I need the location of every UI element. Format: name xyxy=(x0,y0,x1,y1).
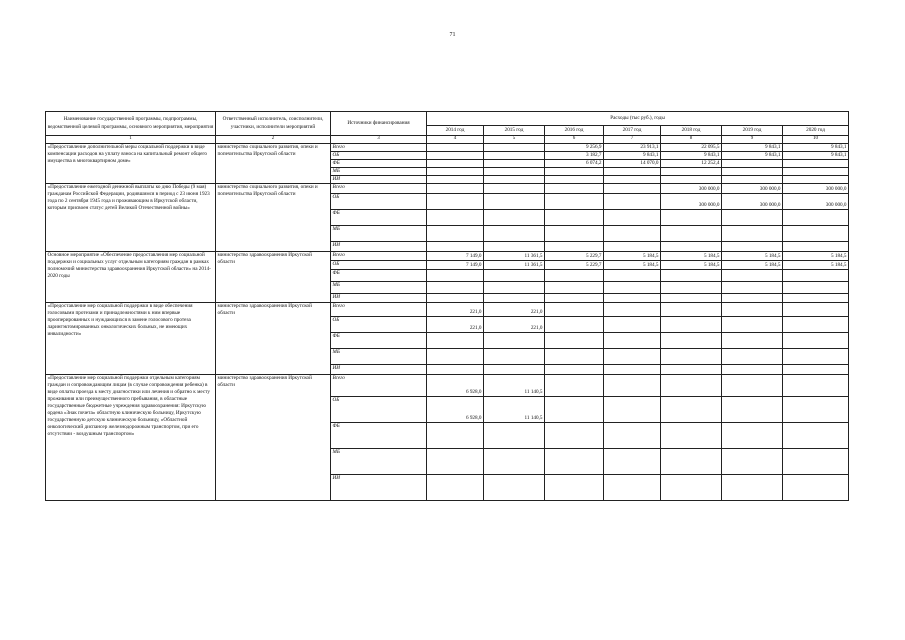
expense-value xyxy=(545,422,604,448)
expense-value xyxy=(427,448,484,474)
expense-value: 5 184,5 xyxy=(722,260,783,269)
expense-value xyxy=(783,332,849,348)
expense-value xyxy=(722,448,783,474)
expense-value: 6 074,2 xyxy=(545,159,604,167)
expense-value xyxy=(427,293,484,302)
expense-value xyxy=(722,474,783,500)
column-number: 1 xyxy=(46,136,216,144)
expense-value: 23 913,1 xyxy=(604,143,661,151)
expense-value xyxy=(783,209,849,225)
expense-value xyxy=(783,474,849,500)
expense-value xyxy=(484,183,545,193)
expense-value xyxy=(661,269,722,281)
expense-value xyxy=(484,422,545,448)
expense-value xyxy=(661,241,722,251)
expense-value xyxy=(484,269,545,281)
expense-value xyxy=(427,175,484,183)
funding-source: МБ xyxy=(331,281,427,293)
expense-value xyxy=(661,167,722,175)
expense-value xyxy=(545,302,604,316)
expense-value xyxy=(545,175,604,183)
header-name: Наименование государственной программы, подпрограммы, ведомственной целевой программы, основного мероприятия, мероприятия xyxy=(46,112,216,136)
expense-value xyxy=(545,348,604,364)
expense-value xyxy=(484,175,545,183)
measure-name: Основное мероприятие «Обеспечение предоставления мер социальной поддержки и социальных услуг отдельным категориям граждан в рамках полномочий министерства здравоохранения Иркутской области» на 2014-2020 годы xyxy=(46,251,216,302)
expense-value xyxy=(661,332,722,348)
expense-value xyxy=(604,209,661,225)
expense-value xyxy=(484,364,545,374)
expense-value xyxy=(604,374,661,396)
expense-value: 11 140,5 xyxy=(484,374,545,396)
expense-value xyxy=(545,293,604,302)
funding-source: ФБ xyxy=(331,159,427,167)
expense-value xyxy=(722,167,783,175)
expense-value: 9 843,1 xyxy=(783,143,849,151)
header-year: 2019 год xyxy=(722,126,783,136)
expense-value xyxy=(604,175,661,183)
expense-value xyxy=(427,422,484,448)
expense-value xyxy=(661,293,722,302)
expense-value xyxy=(604,448,661,474)
expense-value: 300 000,0 xyxy=(783,183,849,193)
measure-executor: министерство здравоохранения Иркутской области xyxy=(216,374,331,500)
expense-value: 3 182,7 xyxy=(545,151,604,159)
expense-value xyxy=(484,241,545,251)
expense-value xyxy=(545,225,604,241)
expense-value xyxy=(545,167,604,175)
expense-value: 7 149,0 xyxy=(427,260,484,269)
funding-source: Всего xyxy=(331,251,427,260)
expense-value xyxy=(783,348,849,364)
expense-value: 5 184,5 xyxy=(661,251,722,260)
funding-source: Всего xyxy=(331,374,427,396)
expense-value xyxy=(722,302,783,316)
expense-value xyxy=(427,143,484,151)
header-executor: Ответственный исполнитель, соисполнители, участники, исполнители мероприятий xyxy=(216,112,331,136)
expense-value xyxy=(427,474,484,500)
expense-value xyxy=(783,396,849,422)
funding-source: ОБ xyxy=(331,316,427,332)
funding-source: Всего xyxy=(331,302,427,316)
expense-value: 12 252,4 xyxy=(661,159,722,167)
expense-value xyxy=(722,316,783,332)
table-row xyxy=(46,374,849,396)
expense-value xyxy=(722,175,783,183)
header-expenses: Расходы (тыс руб.), годы xyxy=(427,112,849,126)
header-year: 2018 год xyxy=(661,126,722,136)
expense-value xyxy=(783,364,849,374)
expense-value: 5 184,5 xyxy=(661,260,722,269)
expense-value: 6 928,0 xyxy=(427,396,484,422)
expense-value xyxy=(427,167,484,175)
expense-value xyxy=(783,293,849,302)
expense-value xyxy=(783,241,849,251)
measure-executor: министерство здравоохранения Иркутской области xyxy=(216,251,331,302)
expense-value xyxy=(545,396,604,422)
header-year: 2016 год xyxy=(545,126,604,136)
column-number: 8 xyxy=(661,136,722,144)
expense-value: 5 184,5 xyxy=(783,251,849,260)
measure-name: «Предоставление мер социальной поддержки отдельным категориям граждан и сопровождающим лицам (в случае сопровождения ребенка) в виде оплаты проезда к месту диагностики или лечения и обратно к месту проживания или преимущественного пребывания, в областные государственные бюджетные учреждения здравоохранения: Иркутскую ордена «Знак почета» областную клиническую больницу, Иркутскую государственную детскую клиническую больницу, «Областной онкологический диспансер железнодорожным транспортом, при его отсутствии - воздушным транспортом» xyxy=(46,374,216,500)
expense-value: 9 843,1 xyxy=(722,151,783,159)
table-row xyxy=(46,251,849,260)
measure-name: «Предоставление ежегодной денежной выплаты ко дню Победы (9 мая) гражданам Российской Федерации, родившимся в период с 23 июня 1923 года по 2 сентября 1945 года и проживающим в Иркутской области, которым присвоен статус детей Великой Отечественной войны» xyxy=(46,183,216,251)
expense-value xyxy=(722,281,783,293)
expense-value xyxy=(484,293,545,302)
expense-value xyxy=(427,281,484,293)
expense-value xyxy=(427,151,484,159)
expense-value xyxy=(484,332,545,348)
funding-source: ФБ xyxy=(331,332,427,348)
expense-value xyxy=(604,348,661,364)
expense-value xyxy=(484,209,545,225)
funding-source: Всего xyxy=(331,183,427,193)
expense-value xyxy=(484,167,545,175)
expense-value: 6 928,0 xyxy=(427,374,484,396)
expense-value xyxy=(661,364,722,374)
expense-value xyxy=(484,348,545,364)
expense-value xyxy=(722,332,783,348)
expense-value: 11 361,5 xyxy=(484,251,545,260)
expense-value: 9 256,9 xyxy=(545,143,604,151)
expense-value xyxy=(545,448,604,474)
expense-value xyxy=(604,269,661,281)
funding-source: МБ xyxy=(331,348,427,364)
expense-value xyxy=(545,374,604,396)
measure-name: «Предоставление мер социальной поддержки в виде обеспечения голосовыми протезами и принадлежностями к ним впервые прооперированных и нуждающихся в замене голосового протеза ларингэктомированных онкологических больных, не имеющих инвалидности» xyxy=(46,302,216,374)
column-number: 7 xyxy=(604,136,661,144)
expense-value xyxy=(661,374,722,396)
funding-source: ИИ xyxy=(331,241,427,251)
expense-value xyxy=(661,348,722,364)
funding-source: ИИ xyxy=(331,175,427,183)
column-number: 6 xyxy=(545,136,604,144)
expense-value: 7 149,0 xyxy=(427,251,484,260)
expense-value: 9 843,1 xyxy=(722,143,783,151)
expense-value xyxy=(484,225,545,241)
expense-value xyxy=(783,448,849,474)
expense-value xyxy=(427,241,484,251)
expense-value: 22 095,5 xyxy=(661,143,722,151)
expense-value xyxy=(783,225,849,241)
header-year: 2015 год xyxy=(484,126,545,136)
funding-source: ФБ xyxy=(331,422,427,448)
expense-value xyxy=(604,422,661,448)
expense-value: 5 184,5 xyxy=(604,251,661,260)
expense-value xyxy=(545,241,604,251)
funding-source: ОБ xyxy=(331,396,427,422)
expense-value xyxy=(722,396,783,422)
expense-value xyxy=(604,225,661,241)
expense-value xyxy=(604,364,661,374)
funding-source: ОБ xyxy=(331,260,427,269)
funding-source: ИИ xyxy=(331,364,427,374)
expense-value: 11 140,5 xyxy=(484,396,545,422)
expense-value xyxy=(722,209,783,225)
funding-source: ИИ xyxy=(331,474,427,500)
funding-source: ОБ xyxy=(331,193,427,209)
column-number: 4 xyxy=(427,136,484,144)
expense-value: 9 843,1 xyxy=(661,151,722,159)
measure-executor: министерство социального развития, опеки и попечительства Иркутской области xyxy=(216,183,331,251)
expense-value xyxy=(604,332,661,348)
column-number: 10 xyxy=(783,136,849,144)
expense-value xyxy=(783,175,849,183)
expense-value xyxy=(545,332,604,348)
funding-source: Всего xyxy=(331,143,427,151)
table-row xyxy=(46,143,849,151)
expense-value: 5 229,7 xyxy=(545,260,604,269)
expense-value xyxy=(722,225,783,241)
expense-value xyxy=(484,474,545,500)
expense-value xyxy=(604,293,661,302)
expense-value xyxy=(783,167,849,175)
expense-value xyxy=(427,364,484,374)
expense-value xyxy=(484,193,545,209)
expense-value xyxy=(783,159,849,167)
expense-value xyxy=(427,332,484,348)
expense-value: 11 361,5 xyxy=(484,260,545,269)
expense-value xyxy=(484,448,545,474)
expense-value xyxy=(661,302,722,316)
expense-value xyxy=(661,209,722,225)
expense-value: 221,0 xyxy=(484,316,545,332)
expense-value xyxy=(484,281,545,293)
expense-value: 5 229,7 xyxy=(545,251,604,260)
page-number: 71 xyxy=(449,32,456,38)
column-number: 2 xyxy=(216,136,331,144)
expense-value xyxy=(661,316,722,332)
expense-value: 300 000,0 xyxy=(783,193,849,209)
expense-value xyxy=(661,422,722,448)
expense-value: 221,0 xyxy=(427,316,484,332)
expense-value xyxy=(545,474,604,500)
expense-value: 5 184,5 xyxy=(783,260,849,269)
expense-value xyxy=(545,193,604,209)
expense-value xyxy=(427,193,484,209)
expense-value: 300 000,0 xyxy=(661,193,722,209)
expense-value xyxy=(661,175,722,183)
expense-value xyxy=(604,302,661,316)
expense-value xyxy=(722,159,783,167)
expense-value xyxy=(783,302,849,316)
expense-value xyxy=(604,193,661,209)
table-row xyxy=(46,183,849,193)
expense-value xyxy=(783,316,849,332)
expense-value xyxy=(783,422,849,448)
expense-value xyxy=(427,348,484,364)
expense-value xyxy=(661,281,722,293)
expense-value: 5 184,5 xyxy=(604,260,661,269)
expense-value xyxy=(604,167,661,175)
expense-value xyxy=(427,159,484,167)
expense-value: 300 000,0 xyxy=(722,193,783,209)
expense-value xyxy=(722,422,783,448)
expense-value xyxy=(661,474,722,500)
column-number: 5 xyxy=(484,136,545,144)
expense-value xyxy=(545,269,604,281)
expense-value: 5 184,5 xyxy=(722,251,783,260)
expense-value: 9 843,1 xyxy=(604,151,661,159)
expense-value xyxy=(604,396,661,422)
expense-value xyxy=(545,183,604,193)
table-row xyxy=(46,302,849,316)
funding-source: МБ xyxy=(331,448,427,474)
expense-value xyxy=(783,281,849,293)
expense-value: 300 000,0 xyxy=(661,183,722,193)
header-year: 2014 год xyxy=(427,126,484,136)
column-number: 9 xyxy=(722,136,783,144)
funding-source: ФБ xyxy=(331,269,427,281)
expense-value xyxy=(545,281,604,293)
expense-value: 14 070,0 xyxy=(604,159,661,167)
expense-value xyxy=(722,269,783,281)
funding-source: МБ xyxy=(331,167,427,175)
expense-value xyxy=(661,225,722,241)
measure-executor: министерство социального развития, опеки и попечительства Иркутской области xyxy=(216,143,331,183)
expense-value xyxy=(427,225,484,241)
header-year: 2017 год xyxy=(604,126,661,136)
measure-executor: министерство здравоохранения Иркутской области xyxy=(216,302,331,374)
expenses-table xyxy=(45,111,849,501)
expense-value: 221,0 xyxy=(427,302,484,316)
expense-value xyxy=(722,364,783,374)
expense-value xyxy=(604,281,661,293)
expense-value xyxy=(545,364,604,374)
expense-value xyxy=(783,374,849,396)
expense-value xyxy=(545,209,604,225)
expense-value xyxy=(484,159,545,167)
expense-value xyxy=(484,151,545,159)
expense-value xyxy=(722,293,783,302)
expense-value xyxy=(427,209,484,225)
header-source: Источники финансирования xyxy=(331,112,427,136)
measure-name: «Предоставление дополнительной меры социальной поддержки в виде компенсации расходов на уплату взноса на капитальный ремонт общего имущества в многоквартирном доме» xyxy=(46,143,216,183)
column-number: 3 xyxy=(331,136,427,144)
expense-value: 221,0 xyxy=(484,302,545,316)
expense-value xyxy=(661,396,722,422)
funding-source: ОБ xyxy=(331,151,427,159)
expense-value: 9 843,1 xyxy=(783,151,849,159)
funding-source: ФБ xyxy=(331,209,427,225)
expense-value xyxy=(604,474,661,500)
expense-value xyxy=(722,374,783,396)
expense-value xyxy=(722,348,783,364)
expense-value xyxy=(722,241,783,251)
expense-value xyxy=(545,316,604,332)
funding-source: МБ xyxy=(331,225,427,241)
header-year: 2020 год xyxy=(783,126,849,136)
expense-value xyxy=(484,143,545,151)
expense-value xyxy=(604,241,661,251)
expense-value xyxy=(604,183,661,193)
expense-value xyxy=(661,448,722,474)
expense-value xyxy=(427,269,484,281)
expense-value xyxy=(604,316,661,332)
funding-source: ИИ xyxy=(331,293,427,302)
expense-value: 300 000,0 xyxy=(722,183,783,193)
expense-value xyxy=(783,269,849,281)
expense-value xyxy=(427,183,484,193)
